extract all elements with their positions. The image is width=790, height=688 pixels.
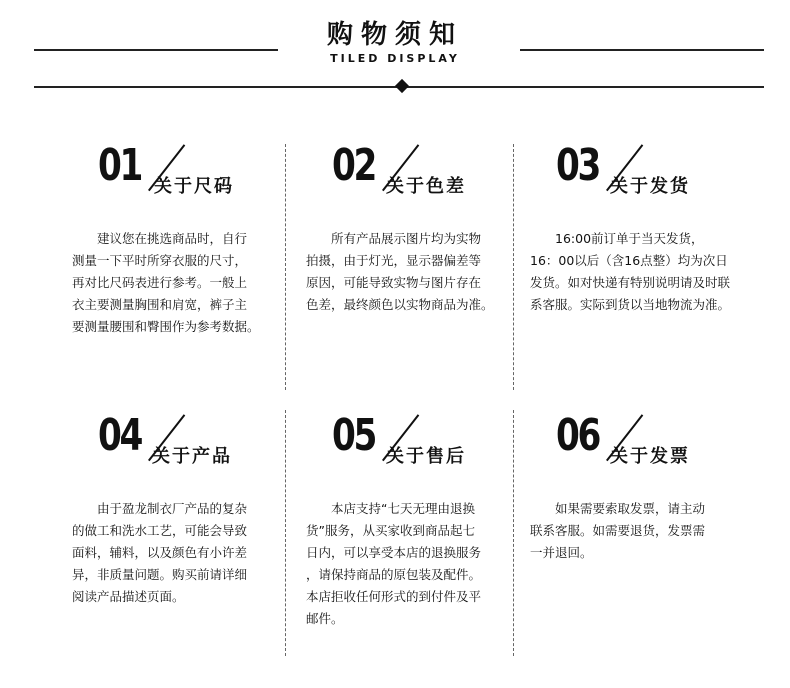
card-body: [72, 228, 268, 338]
card-line: 拍摄，由于灯光，显示器偏差等: [306, 253, 482, 268]
card-line: 异，非质量问题。购买前请详细: [72, 567, 248, 582]
card-line: 面料，辅料，以及颜色有小许差: [72, 545, 248, 560]
card-line: 日内，可以享受本店的退换服务: [306, 545, 482, 560]
column-divider: [285, 410, 286, 656]
card-line: 本店支持“七天无理由退换: [331, 501, 475, 516]
card-line: 发货。如对快递有特别说明请及时联: [530, 275, 731, 290]
card-number-row: [306, 412, 516, 476]
card-line: 16：00以后（含16点整）均为次日: [530, 253, 728, 268]
card-heading: 关于发票: [610, 446, 690, 467]
card-heading: 关于发货: [610, 176, 690, 197]
card-number: 05: [332, 410, 376, 461]
card-number: 01: [98, 140, 142, 191]
card-line: 如果需要索取发票，请主动: [555, 501, 706, 516]
card-body: [530, 228, 750, 316]
card-number: 03: [556, 140, 600, 191]
card-number-row: [72, 412, 282, 476]
page-subtitle: TILED DISPLAY: [330, 52, 460, 65]
card-body: [72, 498, 268, 608]
card-body: [530, 498, 726, 564]
card-number: 06: [556, 410, 600, 461]
card-line: 联系客服。如需要退货，发票需: [530, 523, 706, 538]
header-rule-right: [520, 49, 764, 51]
card-body: [306, 498, 502, 630]
card-heading: 关于售后: [386, 446, 466, 467]
card-heading: 关于产品: [152, 446, 232, 467]
card-line: 邮件。: [306, 611, 344, 626]
card-line: 测量一下平时所穿衣服的尺寸，: [72, 253, 248, 268]
card-number-row: [72, 142, 282, 206]
card-heading: 关于尺码: [154, 176, 234, 197]
card-line: 由于盈龙制衣厂产品的复杂: [97, 501, 248, 516]
card-line: 阅读产品描述页面。: [72, 589, 185, 604]
card-heading: 关于色差: [386, 176, 466, 197]
column-divider: [285, 144, 286, 390]
card-body: [306, 228, 502, 316]
card-line: 系客服。实际到货以当地物流为准。: [530, 297, 731, 312]
card-line: 色差，最终颜色以实物商品为准。: [306, 297, 494, 312]
card-line: 要测量腰围和臀围作为参考数据。: [72, 319, 260, 334]
diamond-icon: [395, 79, 409, 93]
card-number-row: [530, 412, 740, 476]
card-line: 原因，可能导致实物与图片存在: [306, 275, 482, 290]
card-line: 货”服务，从买家收到商品起七: [306, 523, 475, 538]
card-line: 所有产品展示图片均为实物: [331, 231, 482, 246]
card-line: 建议您在挑选商品时，自行: [97, 231, 248, 246]
card-line: 16:00前订单于当天发货，: [555, 231, 704, 246]
card-number-row: [530, 142, 740, 206]
card-number: 02: [332, 140, 376, 191]
card-line: 的做工和洗水工艺，可能会导致: [72, 523, 248, 538]
card-line: 衣主要测量胸围和肩宽，裤子主: [72, 297, 248, 312]
page-title: 购物须知: [326, 20, 463, 50]
card-line: 再对比尺码表进行参考。一般上: [72, 275, 248, 290]
card-line: 一并退回。: [530, 545, 593, 560]
card-line: ，请保持商品的原包装及配件。: [306, 567, 482, 582]
card-line: 本店拒收任何形式的到付件及平: [306, 589, 482, 604]
page-header: [0, 0, 790, 100]
card-number-row: [306, 142, 516, 206]
card-number: 04: [98, 410, 142, 461]
